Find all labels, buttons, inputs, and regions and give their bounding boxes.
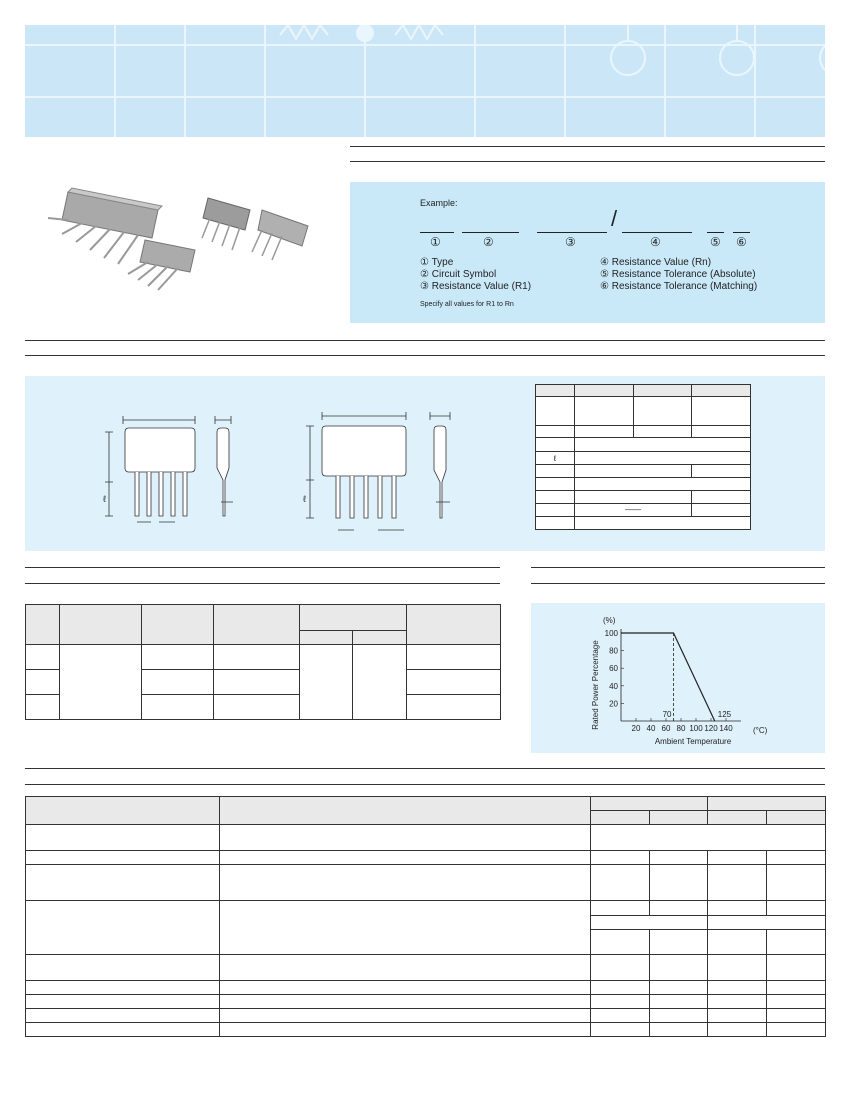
table-cell (708, 865, 767, 901)
table-header-cell (591, 811, 650, 825)
y-tick-label: 20 (609, 699, 618, 709)
x-tick-label: 100 (689, 724, 703, 733)
position-5: ⑤ (710, 235, 721, 249)
legend-item: ① Type (420, 257, 454, 268)
resistor-network-sip-a (202, 198, 250, 250)
table-cell (708, 995, 767, 1009)
table-header-cell (60, 605, 142, 645)
x-tick-label: 80 (676, 724, 686, 733)
table-cell (650, 851, 708, 865)
x-tick-label: 120 (704, 724, 718, 733)
table-cell (536, 426, 575, 438)
table-cell (591, 930, 650, 955)
y-unit-label: (%) (603, 616, 616, 625)
table-cell (575, 385, 634, 397)
y-tick-label: 80 (609, 646, 618, 656)
table-header-cell (142, 605, 214, 645)
product-photo (40, 170, 330, 300)
resistor-network-sip-b (252, 210, 308, 260)
table-cell (575, 438, 751, 452)
table-cell (634, 385, 692, 397)
table-cell (214, 670, 300, 695)
table-cell (708, 930, 767, 955)
table-cell (708, 1023, 767, 1037)
legend-left (420, 257, 531, 293)
table-cell (214, 695, 300, 720)
table-cell (575, 491, 692, 504)
table-cell (591, 865, 650, 901)
table-cell (26, 901, 220, 955)
x-unit-label: (°C) (753, 726, 768, 735)
table-cell (591, 995, 650, 1009)
derating-line (621, 633, 715, 721)
table-header-cell (708, 797, 826, 811)
table-header-cell (300, 631, 353, 645)
x-tick-label: 140 (719, 724, 733, 733)
code-blank-4 (622, 232, 692, 233)
table-cell (767, 995, 826, 1009)
legend-item: ⑤ Resistance Tolerance (Absolute) (600, 269, 756, 280)
table-cell (220, 1023, 591, 1037)
table-cell (26, 981, 220, 995)
table-cell (407, 670, 501, 695)
table-cell (220, 1009, 591, 1023)
position-4: ④ (650, 235, 661, 249)
table-cell (708, 851, 767, 865)
table-cell (407, 695, 501, 720)
derating-chart (531, 603, 825, 753)
table-cell (692, 504, 751, 517)
table-cell (634, 397, 692, 426)
position-3: ③ (565, 235, 576, 249)
table-header-cell (26, 605, 60, 645)
table-header-cell (26, 797, 220, 825)
table-cell (214, 645, 300, 670)
x-tick-label: 60 (661, 724, 671, 733)
table-cell (536, 517, 575, 530)
section-rule (531, 583, 825, 584)
table-cell (26, 865, 220, 901)
table-cell (220, 851, 591, 865)
x-axis-label: Ambient Temperature (654, 737, 732, 746)
table-cell (708, 1009, 767, 1023)
section-rule (25, 784, 825, 785)
dimension-drawing-a (95, 406, 255, 526)
section-rule (25, 768, 825, 769)
ordering-panel (350, 182, 825, 323)
table-cell (26, 670, 60, 695)
table-cell (26, 1009, 220, 1023)
table-cell (767, 930, 826, 955)
table-cell (650, 1023, 708, 1037)
section-rule (25, 340, 825, 341)
table-cell (26, 1023, 220, 1037)
y-tick-label: 60 (609, 664, 618, 674)
table-cell (708, 955, 767, 981)
code-blank-6 (733, 232, 750, 233)
position-2: ② (483, 235, 494, 249)
table-cell (220, 995, 591, 1009)
table-cell (591, 901, 650, 916)
position-6: ⑥ (736, 235, 747, 249)
x-tick-label: 40 (646, 724, 656, 733)
legend-right (600, 257, 757, 293)
table-cell (536, 478, 575, 491)
y-tick-label: 100 (604, 629, 618, 638)
section-rule (25, 355, 825, 356)
table-cell (220, 981, 591, 995)
table-cell (650, 955, 708, 981)
legend-item: ③ Resistance Value (R1) (420, 281, 532, 292)
lead-length-symbol: ℓ (103, 494, 106, 504)
table-cell (26, 851, 220, 865)
table-header-cell (220, 797, 591, 825)
table-cell (767, 955, 826, 981)
table-cell (142, 695, 214, 720)
table-cell (26, 995, 220, 1009)
dimensions-panel (25, 376, 825, 551)
table-cell (650, 901, 708, 916)
code-blank-5 (707, 232, 724, 233)
code-slash: / (611, 206, 618, 231)
lead-length-symbol: ℓ (303, 494, 306, 504)
table-header-cell (650, 811, 708, 825)
legend-item: ② Circuit Symbol (420, 269, 497, 280)
table-header-cell (353, 631, 407, 645)
ratings-table (25, 604, 501, 720)
table-cell (353, 645, 407, 720)
table-header-cell (214, 605, 300, 645)
dimension-drawing-b (300, 406, 470, 536)
table-header-cell (767, 811, 826, 825)
table-cell (692, 465, 751, 478)
ordering-note: Specify all values for R1 to Rn (420, 301, 514, 308)
table-cell (220, 901, 591, 955)
table-cell (142, 670, 214, 695)
performance-table (25, 796, 826, 1037)
table-cell: ℓ (536, 452, 575, 465)
table-cell: —— (575, 504, 692, 517)
table-cell (536, 465, 575, 478)
table-cell (591, 981, 650, 995)
table-cell (634, 426, 692, 438)
annotation-70: 70 (662, 710, 672, 719)
section-rule (350, 161, 825, 162)
table-cell (708, 916, 826, 930)
table-cell (650, 865, 708, 901)
table-cell (575, 452, 751, 465)
table-cell (220, 825, 591, 851)
table-cell (591, 955, 650, 981)
table-cell (708, 901, 767, 916)
table-cell (767, 865, 826, 901)
x-tick-label: 20 (631, 724, 641, 733)
table-cell (575, 426, 634, 438)
table-cell (26, 645, 60, 670)
section-rule (531, 567, 825, 568)
table-cell (536, 504, 575, 517)
resistor-network-small (128, 240, 195, 290)
table-cell (591, 916, 708, 930)
circuit-pattern-icon (25, 25, 825, 137)
dimensions-table (535, 384, 751, 530)
table-header-cell (708, 811, 767, 825)
table-cell (575, 465, 692, 478)
table-cell (536, 491, 575, 504)
table-cell (692, 385, 751, 397)
header-banner (25, 25, 825, 137)
table-cell (60, 645, 142, 720)
table-cell (708, 981, 767, 995)
table-cell (536, 385, 575, 397)
table-cell (142, 645, 214, 670)
table-cell (692, 426, 751, 438)
table-cell (767, 1009, 826, 1023)
table-cell (591, 1023, 650, 1037)
table-cell (692, 397, 751, 426)
code-blank-3 (537, 232, 607, 233)
table-cell (591, 1009, 650, 1023)
table-cell (767, 981, 826, 995)
table-cell (650, 981, 708, 995)
table-cell (767, 851, 826, 865)
table-header-cell (591, 797, 708, 811)
table-cell (300, 645, 353, 720)
legend-item: ⑥ Resistance Tolerance (Matching) (600, 281, 758, 292)
table-cell (26, 825, 220, 851)
section-rule (350, 146, 825, 147)
table-cell (650, 1009, 708, 1023)
table-cell (220, 865, 591, 901)
table-cell (591, 825, 826, 851)
table-cell (26, 955, 220, 981)
section-rule (25, 583, 500, 584)
example-label: Example: (420, 198, 458, 208)
table-cell (650, 930, 708, 955)
table-cell (575, 517, 751, 530)
table-header-cell (407, 605, 501, 645)
code-blank-1 (420, 232, 454, 233)
table-cell (220, 955, 591, 981)
table-cell (26, 695, 60, 720)
table-cell (591, 851, 650, 865)
position-1: ① (430, 235, 441, 249)
section-rule (25, 567, 500, 568)
annotation-125: 125 (717, 710, 732, 719)
table-cell (767, 901, 826, 916)
table-cell (536, 438, 575, 452)
y-axis-label: Rated Power Percentage (591, 640, 600, 730)
derating-panel (531, 603, 825, 753)
table-cell (536, 397, 575, 426)
table-cell (650, 995, 708, 1009)
table-cell (575, 478, 751, 491)
legend-item: ④ Resistance Value (Rn) (600, 257, 712, 268)
y-tick-label: 40 (609, 681, 618, 691)
table-cell (692, 491, 751, 504)
table-cell (575, 397, 634, 426)
code-blank-2 (462, 232, 519, 233)
table-cell (767, 1023, 826, 1037)
table-header-cell (300, 605, 407, 631)
table-cell (407, 645, 501, 670)
